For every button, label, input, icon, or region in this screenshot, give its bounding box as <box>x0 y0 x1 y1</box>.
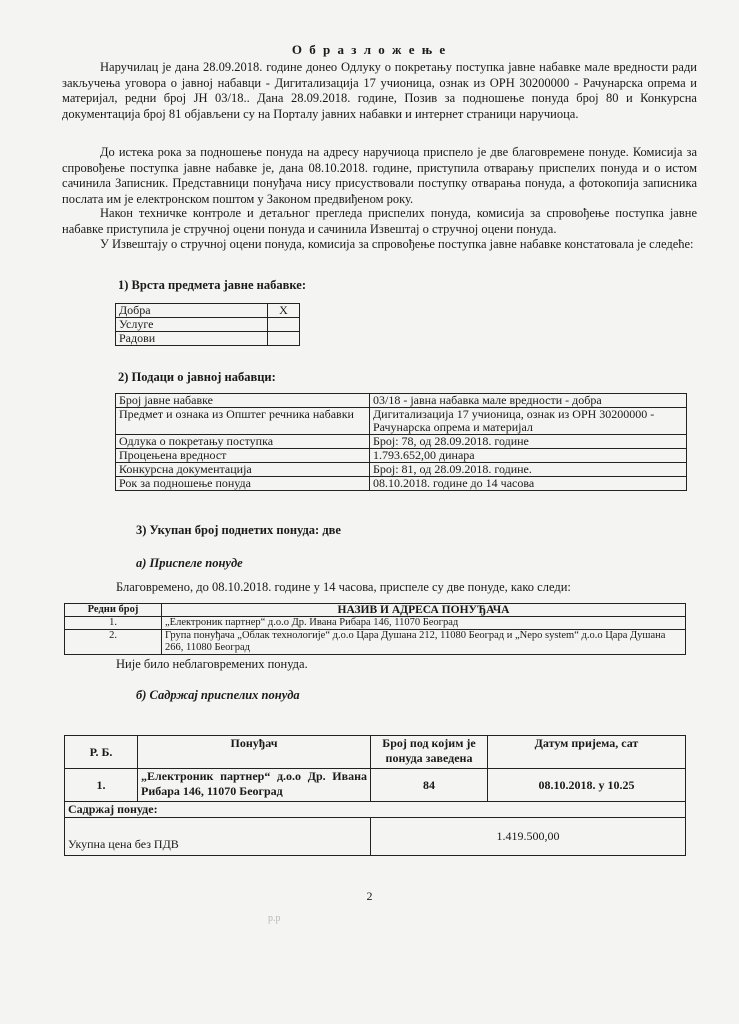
type-label: Услуге <box>116 318 268 332</box>
table-header-row <box>65 736 686 769</box>
table-row <box>65 630 686 655</box>
data-value: 1.793.652,00 динара <box>370 449 687 463</box>
table-row <box>116 318 300 332</box>
paragraph-4 <box>62 237 697 253</box>
type-label: Радови <box>116 332 268 346</box>
bidders-table <box>64 603 686 655</box>
bidder-number: 1. <box>65 617 162 630</box>
col-header-bidder: Понуђач <box>138 736 371 769</box>
section-2-heading: 2) Подаци о јавној набавци: <box>118 370 276 384</box>
paragraph-4-text: У Извештају о стручној оцени понуда, комисија за спровођење поступка јавне набавке констатовала је следеће: <box>100 237 694 251</box>
table-row <box>116 394 687 408</box>
table-row <box>65 818 686 856</box>
offer-bidder: „Електроник партнер“ д.о.о Др. Ивана Рибара 146, 11070 Београд <box>138 769 371 802</box>
table-header-row <box>65 604 686 617</box>
bidder-name: Група понуђача „Облак технологије“ д.о.о Цара Душана 212, 11080 Београд и „Nepo system“ д.о.о Цара Душана 266, 11080 Београд <box>162 630 686 655</box>
section-3a-heading: а) Приспеле понуде <box>136 556 243 570</box>
type-mark: X <box>268 304 300 318</box>
procurement-data-table <box>115 393 687 491</box>
data-label: Рок за подношење понуда <box>116 477 370 491</box>
offer-content-label: Садржај понуде: <box>65 802 686 818</box>
offer-date: 08.10.2018. у 10.25 <box>488 769 686 802</box>
section-3b-heading: б) Садржај приспелих понуда <box>136 688 300 702</box>
type-label: Добра <box>116 304 268 318</box>
price-label: Укупна цена без ПДВ <box>65 818 371 856</box>
data-value: 08.10.2018. године до 14 часова <box>370 477 687 491</box>
type-mark <box>268 332 300 346</box>
table-row <box>116 463 687 477</box>
bidder-number: 2. <box>65 630 162 655</box>
data-label: Број јавне набавке <box>116 394 370 408</box>
data-label: Процењена вредност <box>116 449 370 463</box>
data-value: Дигитализација 17 учионица, ознак из ОРН 30200000 - Рачунарска опрема и материјал <box>370 408 687 435</box>
page-number: 2 <box>366 889 373 903</box>
col-header-date: Датум пријема, сат <box>488 736 686 769</box>
table-row <box>116 435 687 449</box>
data-value: Број: 81, од 28.09.2018. године. <box>370 463 687 477</box>
bidder-name: „Електроник партнер“ д.о.о Др. Ивана Рибара 146, 11070 Београд <box>162 617 686 630</box>
paragraph-3-text: Након техничке контроле и детаљног прегледа приспелих понуда, комисија за спровођење поступка јавне набавке приступила је стручној оцени понуда и сачинила Извештај о стручној оцени понуда. <box>62 206 697 236</box>
col-header-number: Број под којим је понуда заведена <box>371 736 488 769</box>
faint-mark: р.р <box>268 913 281 924</box>
col-header-bidder: НАЗИВ И АДРЕСА ПОНУЂАЧА <box>162 604 686 617</box>
table-row <box>116 477 687 491</box>
section-3-heading: 3) Укупан број поднетих понуда: две <box>136 523 341 537</box>
data-label: Конкурсна документација <box>116 463 370 477</box>
paragraph-1 <box>62 60 697 122</box>
table-row <box>65 769 686 802</box>
col-header-number: Редни број <box>65 604 162 617</box>
table-row <box>116 304 300 318</box>
table-row <box>116 408 687 435</box>
offer-rb: 1. <box>65 769 138 802</box>
data-label: Предмет и ознака из Општег речника набавки <box>116 408 370 435</box>
table-row <box>116 332 300 346</box>
data-value: 03/18 - јавна набавка мале вредности - добра <box>370 394 687 408</box>
type-mark <box>268 318 300 332</box>
data-value: Број: 78, од 28.09.2018. године <box>370 435 687 449</box>
table-row <box>65 617 686 630</box>
price-value: 1.419.500,00 <box>371 818 686 856</box>
paragraph-2-text: До истека рока за подношење понуда на адресу наручиоца приспело је две благовремене понуде. Комисија за спровођење поступка јавне набавке је, дана 08.10.2018. године, приступила отварању приспелих понуда и о истом сачинила Записник. Представници понуђача нису присуствовали поступку отварања понуда, а фотокопија записника послата им је електронском поштом у Законом предвиђеном року. <box>62 145 697 206</box>
data-label: Одлука о покретању поступка <box>116 435 370 449</box>
paragraph-1-text: Наручилац је дана 28.09.2018. године донео Одлуку о покретању поступка јавне набавке мале вредности ради закључења уговора о јавној набавци - Дигитализација 17 учионица, ознак из ОРН 30200000 - Рачунарска опрема и материјал, редни број ЈН 03/18.. Дана 28.09.2018. године, Позив за подношење понуда број 80 и Конкурсна документација број 81 објављени су на Порталу јавних набавки и интернет страници наручиоца. <box>62 60 697 121</box>
table-row <box>65 802 686 818</box>
table-row <box>116 449 687 463</box>
late-offers-note: Није било неблаговремених понуда. <box>116 657 308 671</box>
document-title: О б р а з л о ж е њ е <box>291 42 448 57</box>
paragraph-3 <box>62 206 697 237</box>
col-header-rb: Р. Б. <box>65 736 138 769</box>
section-1-heading: 1) Врста предмета јавне набавке: <box>118 278 306 292</box>
paragraph-2 <box>62 145 697 207</box>
offers-table <box>64 735 686 856</box>
procurement-type-table <box>115 303 300 346</box>
offer-number: 84 <box>371 769 488 802</box>
received-intro: Благовремено, до 08.10.2018. године у 14 часова, приспеле су две понуде, како следи: <box>116 580 571 594</box>
